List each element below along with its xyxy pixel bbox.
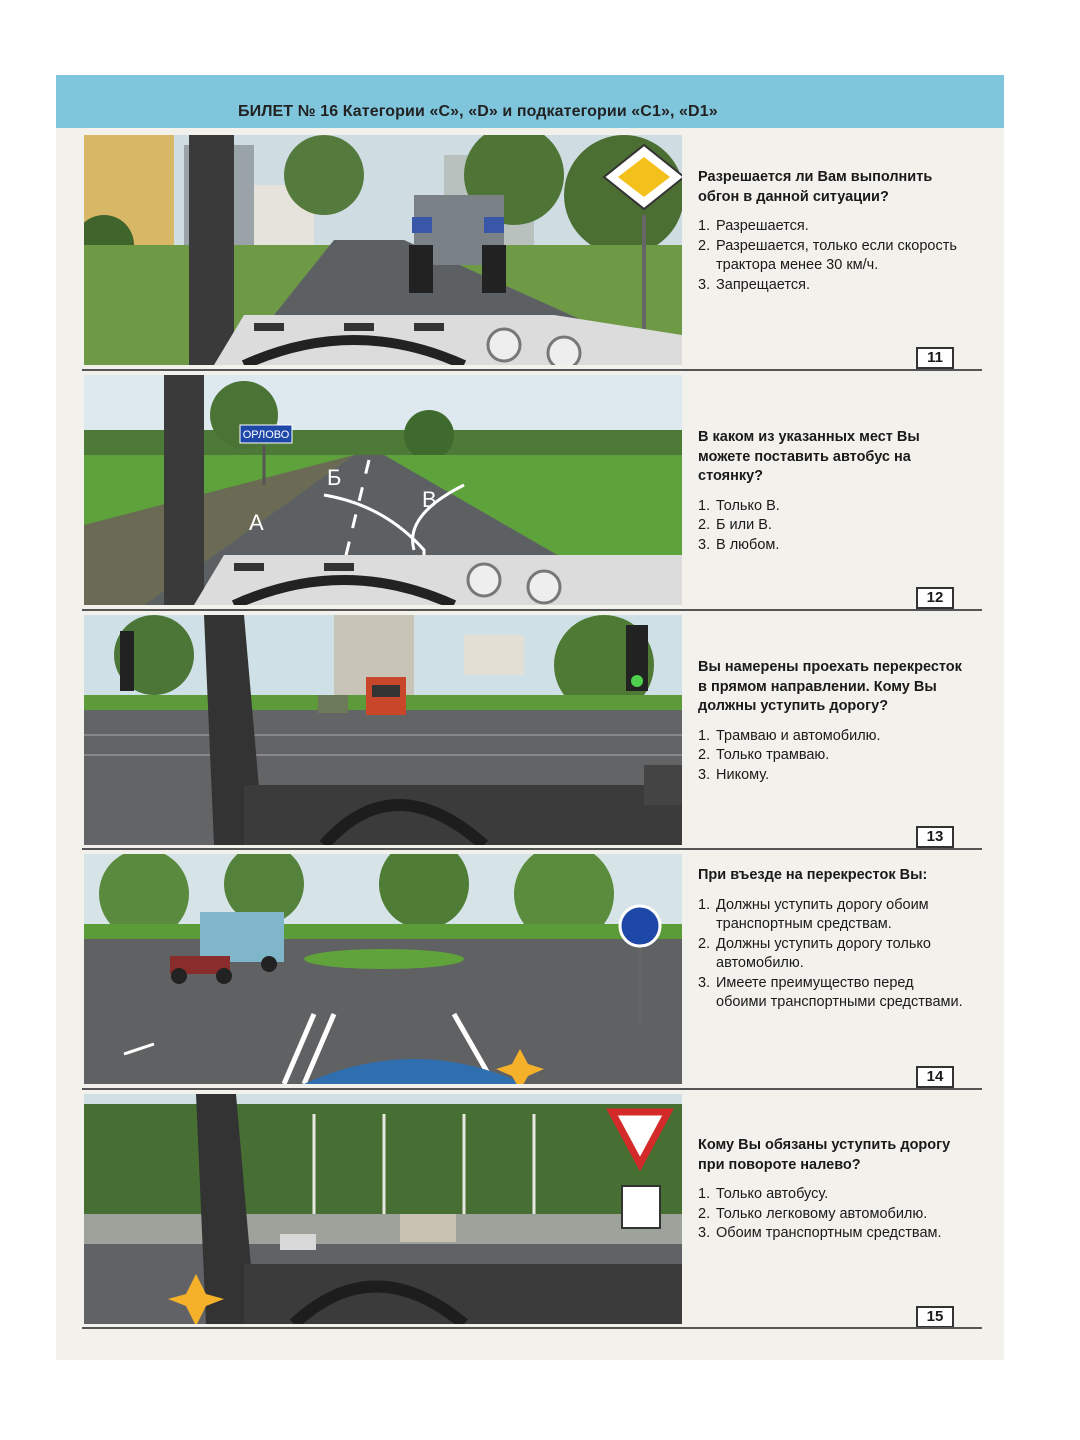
answer-option: 3. Запрещается. — [698, 276, 810, 293]
ticket-title: БИЛЕТ № 16 Категории «С», «D» и подкатегории «С1», «D1» — [238, 103, 718, 120]
divider — [82, 1327, 982, 1329]
question-11-photo — [84, 135, 682, 365]
answer-option: 3. Обоим транспортным средствам. — [698, 1225, 942, 1241]
answer-option: 3. Никому. — [698, 766, 770, 783]
divider — [82, 848, 982, 850]
question-number-box: 13 — [916, 826, 954, 848]
question-text: Вы намерены проехать перекресток в прямом направлении. Кому Вы должны уступить дорогу? — [698, 659, 962, 714]
place-label-b: Б — [327, 465, 342, 490]
answer-option: 1. Только автобусу. — [698, 1186, 829, 1202]
question-14 — [698, 866, 968, 1013]
question-text: В каком из указанных мест Вы можете поставить автобус на стоянку? — [698, 429, 920, 484]
divider — [82, 369, 982, 371]
answer-option: 3. В любом. — [698, 536, 780, 553]
question-number-box: 11 — [916, 347, 954, 369]
question-number-box: 12 — [916, 587, 954, 609]
answer-option: 1. Трамваю и автомобилю. — [698, 727, 881, 744]
answer-option: 2. Только легковому автомобилю. — [698, 1205, 928, 1222]
ticket-page — [56, 75, 1004, 1360]
town-sign-text: ОРЛОВО — [242, 429, 290, 441]
question-11 — [698, 168, 968, 295]
question-15 — [698, 1136, 968, 1244]
question-number-box: 14 — [916, 1066, 954, 1088]
question-13-photo — [84, 615, 682, 845]
question-12 — [698, 428, 968, 555]
question-12-photo — [84, 375, 682, 605]
question-number-box: 15 — [916, 1306, 954, 1328]
answer-option: 2. Б или В. — [698, 517, 772, 533]
answer-option: 3. Имеете преимущество перед обоими транспортными средствами. — [698, 974, 963, 1010]
answer-option: 2. Должны уступить дорогу только автомобилю. — [698, 935, 931, 971]
place-label-v: В — [422, 487, 437, 512]
header-bar — [56, 75, 1004, 128]
question-text: Разрешается ли Вам выполнить обгон в данной ситуации? — [698, 169, 933, 205]
question-text: При въезде на перекресток Вы: — [698, 867, 928, 883]
question-13 — [698, 658, 968, 785]
answer-option: 1. Только В. — [698, 497, 780, 514]
question-15-photo — [84, 1094, 682, 1324]
question-14-photo — [84, 854, 682, 1084]
place-label-a: А — [249, 510, 264, 535]
answer-option: 1. Должны уступить дорогу обоим транспортным средствам. — [698, 896, 929, 932]
divider — [82, 1088, 982, 1090]
divider — [82, 609, 982, 611]
answer-option: 1. Разрешается. — [698, 218, 809, 234]
question-text: Кому Вы обязаны уступить дорогу при повороте налево? — [698, 1137, 951, 1173]
answer-option: 2. Разрешается, только если скорость трактора менее 30 км/ч. — [698, 237, 957, 273]
answer-option: 2. Только трамваю. — [698, 747, 830, 763]
